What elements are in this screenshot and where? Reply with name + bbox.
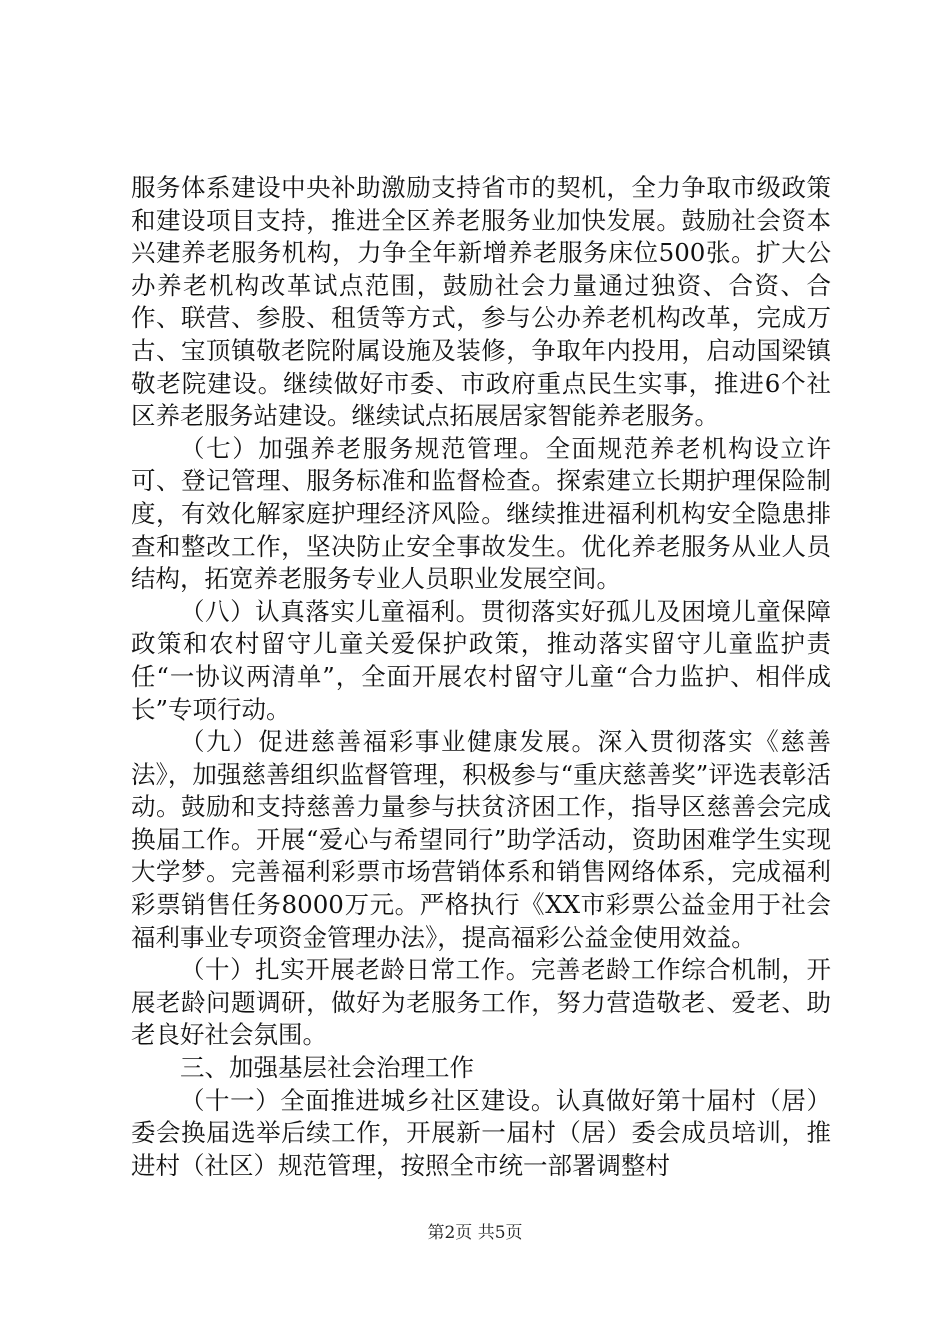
page-number-footer: 第2页 共5页 <box>427 1223 523 1243</box>
paragraph-section-9: （九）促进慈善福彩事业健康发展。深入贯彻落实《慈善法》，加强慈善组织监督管理，积极参与“重庆慈善奖”评选表彰活动。鼓励和支持慈善力量参与扶贫济困工作，指导区慈善会完成换届工作。开展“爱心与希望同行”助学活动，资助困难学生实现大学梦。完善福利彩票市场营销体系和销售网络体系，完成福利彩票销售任务8000万元。严格执行《XX市彩票公益金用于社会福利事业专项资金管理办法》，提高福彩公益金使用效益。 <box>131 727 831 952</box>
document-body <box>131 172 831 1182</box>
section-heading-3: 三、加强基层社会治理工作 <box>180 1053 474 1083</box>
paragraph-section-11: （十一）全面推进城乡社区建设。认真做好第十届村（居）委会换届选举后续工作，开展新一届村（居）委会成员培训，推进村（社区）规范管理，按照全市统一部署调整村 <box>131 1085 831 1180</box>
paragraph-section-10: （十）扎实开展老龄日常工作。完善老龄工作综合机制，开展老龄问题调研，做好为老服务工作，努力营造敬老、爱老、助老良好社会氛围。 <box>131 955 831 1050</box>
paragraph-section-7: （七）加强养老服务规范管理。全面规范养老机构设立许可、登记管理、服务标准和监督检查。探索建立长期护理保险制度，有效化解家庭护理经济风险。继续推进福利机构安全隐患排查和整改工作，坚决防止安全事故发生。优化养老服务从业人员结构，拓宽养老服务专业人员职业发展空间。 <box>131 433 831 594</box>
paragraph-section-8: （八）认真落实儿童福利。贯彻落实好孤儿及困境儿童保障政策和农村留守儿童关爱保护政策，推动落实留守儿童监护责任“一协议两清单”，全面开展农村留守儿童“合力监护、相伴成长”专项行动。 <box>131 596 831 724</box>
paragraph-continuation: 服务体系建设中央补助激励支持省市的契机，全力争取市级政策和建设项目支持，推进全区养老服务业加快发展。鼓励社会资本兴建养老服务机构，力争全年新增养老服务床位500张。扩大公办养老机构改革试点范围，鼓励社会力量通过独资、合资、合作、联营、参股、租赁等方式，参与公办养老机构改革，完成万古、宝顶镇敬老院附属设施及装修，争取年内投用，启动国梁镇敬老院建设。继续做好市委、市政府重点民生实事，推进6个社区养老服务站建设。继续试点拓展居家智能养老服务。 <box>131 173 831 431</box>
